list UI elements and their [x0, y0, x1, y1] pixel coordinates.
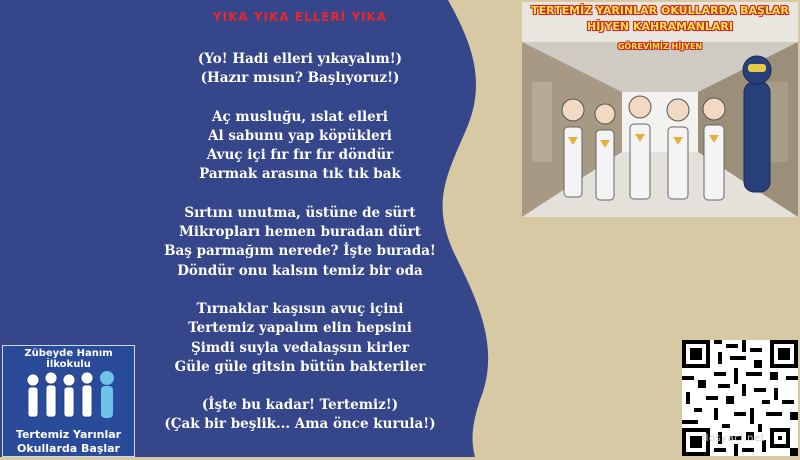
- poem-line: Avuç içi fır fır fır döndür: [206, 147, 394, 164]
- poem-line: Sırtını unutma, üstüne de sürt: [184, 204, 416, 221]
- logo-slogan-line2: Okullarda Başlar: [17, 442, 120, 455]
- poem-line: Tertemiz yapalım elin hepsini: [188, 320, 412, 337]
- poem-line: (Yo! Hadi elleri yıkayalım!): [197, 51, 403, 67]
- poem-line: Döndür onu kalsın temiz bir oda: [177, 262, 423, 279]
- poem-title: YIKA YIKA ELLERİ YIKA: [212, 10, 388, 24]
- poem-line: Mikropları hemen buradan dürt: [178, 224, 421, 241]
- poem-line: Güle güle gitsin bütün bakteriler: [174, 358, 426, 375]
- hero-title-line3: GÖREVİMİZ HİJYEN: [617, 42, 703, 51]
- logo-school-name: Zübeyde Hanım İlkokulu: [24, 348, 113, 370]
- stanza-gap: [140, 377, 460, 396]
- poem-line: Al sabunu yap köpükleri: [208, 127, 392, 144]
- hero-title-line1: TERTEMİZ YARINLAR OKULLARDA BAŞLAR: [531, 4, 789, 17]
- logo-children-icon: [3, 360, 134, 430]
- poem-line: Tırnaklar kaşısın avuç içini: [196, 300, 404, 317]
- logo-slogan-line1: Tertemiz Yarınlar: [15, 428, 122, 441]
- watermark-text: dosyaci.net: [702, 433, 766, 444]
- poem-text: [140, 50, 460, 435]
- stanza-gap: [140, 281, 460, 300]
- poem-line: (Çak bir beşlik... Ama önce kurula!): [164, 416, 436, 433]
- hero-title-line2: HİJYEN KAHRAMANLARI: [587, 20, 733, 33]
- poem-line: Baş parmağım nerede? İşte burada!: [164, 243, 436, 260]
- poem-line: (İşte bu kadar! Tertemiz!): [201, 397, 399, 414]
- school-logo: [2, 345, 135, 457]
- stanza-gap: [140, 185, 460, 204]
- poem-line: Şimdi suyla vedalaşsın kirler: [190, 339, 410, 356]
- hygiene-heroes-image: [522, 2, 798, 217]
- stanza-gap: [140, 89, 460, 108]
- poem-line: Parmak arasına tık tık bak: [199, 166, 401, 183]
- hallway-illustration: [522, 2, 798, 217]
- poem-line: Aç musluğu, ıslat elleri: [212, 108, 388, 125]
- poem-line: (Hazır mısın? Başlıyoruz!): [200, 70, 400, 87]
